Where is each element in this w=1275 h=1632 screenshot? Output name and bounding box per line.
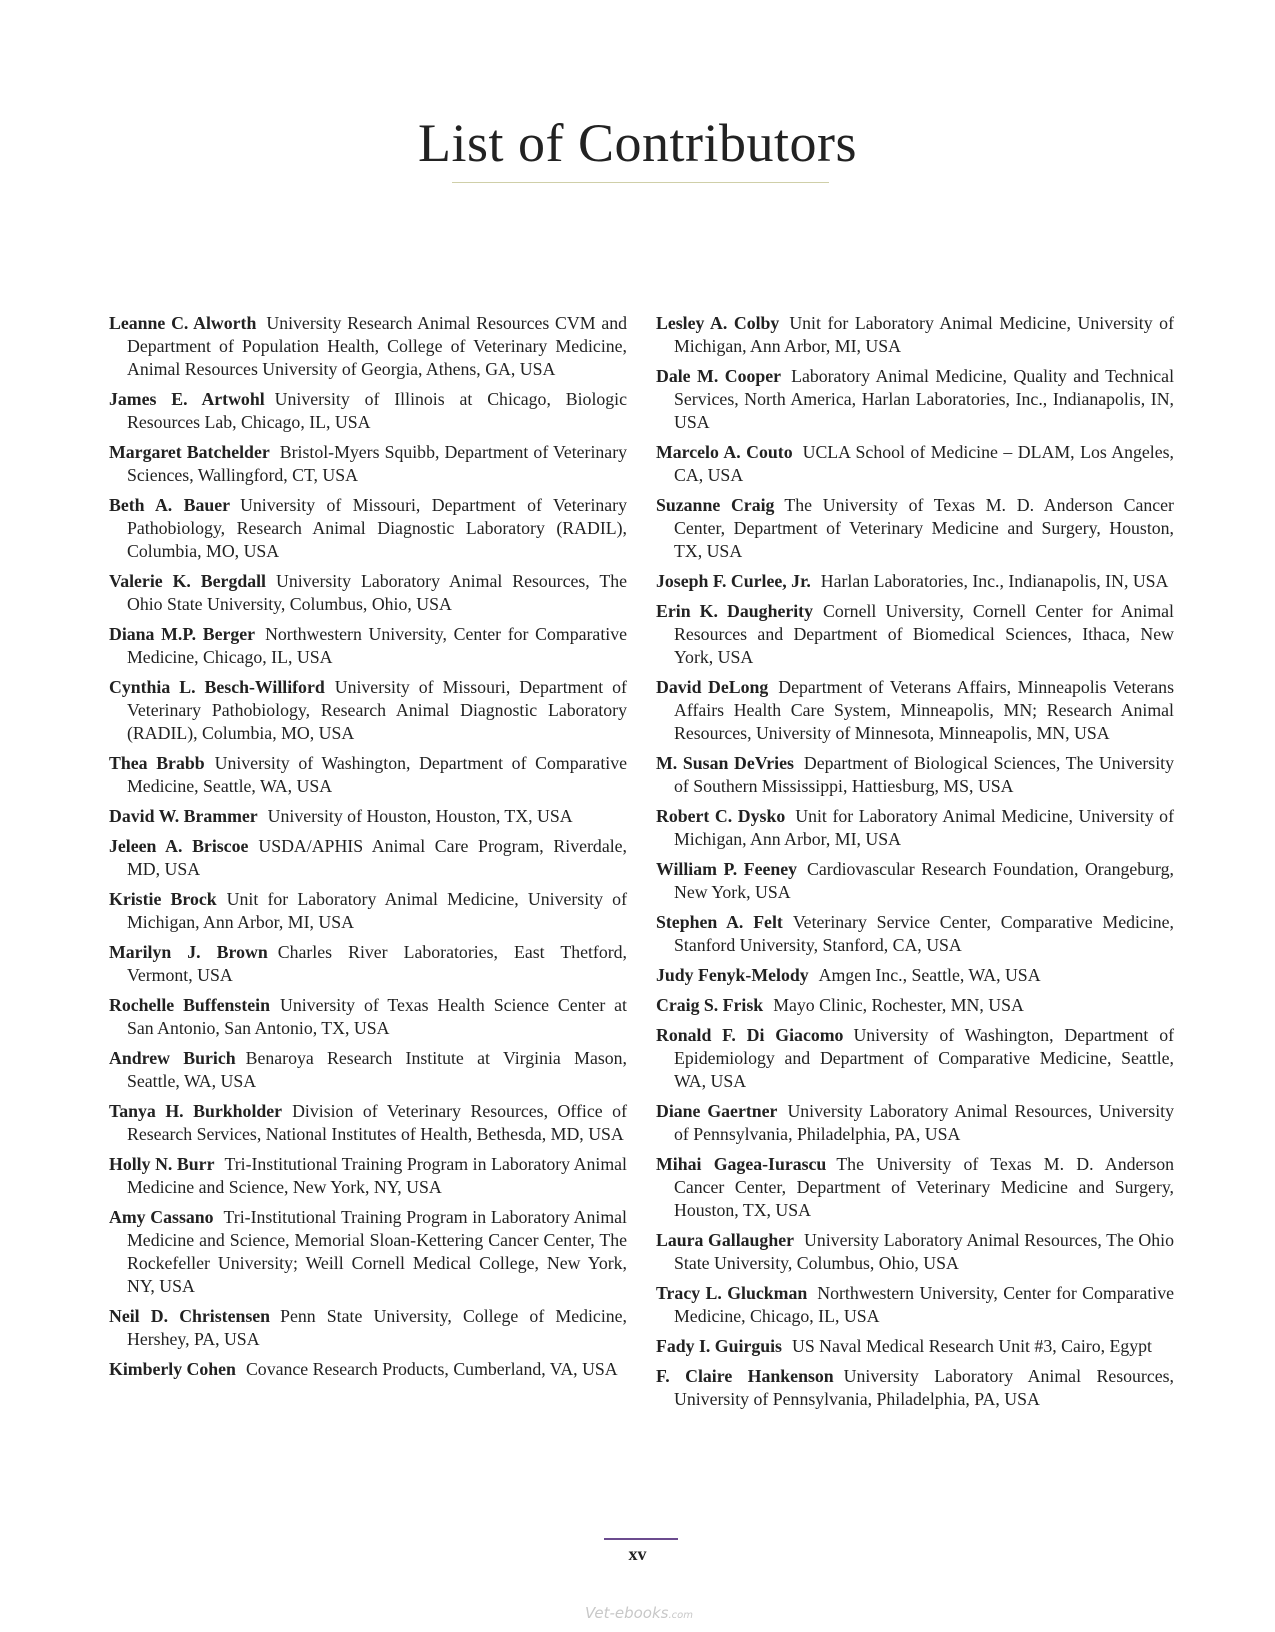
- contributor-affiliation: University of Washington, Department of Comparative Medicine, Seattle, WA, USA: [127, 753, 627, 796]
- contributor-entry: [656, 805, 1174, 851]
- contributor-entry: [109, 994, 627, 1040]
- contributor-entry: [109, 312, 627, 381]
- contributor-entry: [109, 805, 627, 828]
- contributor-name: Lesley A. Colby: [656, 313, 780, 333]
- contributor-name: Tracy L. Gluckman: [656, 1283, 808, 1303]
- contributor-entry: [109, 1305, 627, 1351]
- contributor-name: Rochelle Buffenstein: [109, 995, 270, 1015]
- contributor-affiliation: University Laboratory Animal Resources, University of Pennsylvania, Philadelphia, PA, USA: [674, 1366, 1174, 1409]
- contributor-entry: [109, 941, 627, 987]
- contributor-name: Craig S. Frisk: [656, 995, 764, 1015]
- contributor-name: David W. Brammer: [109, 806, 258, 826]
- contributor-entry: [109, 494, 627, 563]
- contributor-affiliation: University of Illinois at Chicago, Biologic Resources Lab, Chicago, IL, USA: [127, 389, 627, 432]
- contributor-entry: [656, 312, 1174, 358]
- contributor-entry: [109, 1358, 627, 1381]
- contributor-entry: [656, 365, 1174, 434]
- contributor-affiliation: Northwestern University, Center for Comparative Medicine, Chicago, IL, USA: [127, 624, 627, 667]
- contributor-affiliation: Unit for Laboratory Animal Medicine, University of Michigan, Ann Arbor, MI, USA: [674, 806, 1174, 849]
- contributor-entry: [656, 1100, 1174, 1146]
- contributor-name: Diana M.P. Berger: [109, 624, 256, 644]
- contributor-name: Jeleen A. Briscoe: [109, 836, 249, 856]
- contributor-affiliation: Charles River Laboratories, East Thetford, Vermont, USA: [127, 942, 627, 985]
- title-divider: [452, 182, 829, 183]
- contributor-entry: [656, 1229, 1174, 1275]
- contributor-name: Ronald F. Di Giacomo: [656, 1025, 844, 1045]
- watermark-suffix: .com: [668, 1610, 694, 1621]
- contributor-affiliation: Unit for Laboratory Animal Medicine, University of Michigan, Ann Arbor, MI, USA: [674, 313, 1174, 356]
- contributor-entry: [109, 752, 627, 798]
- contributor-entry: [656, 441, 1174, 487]
- contributor-name: Thea Brabb: [109, 753, 205, 773]
- contributor-entry: [109, 1206, 627, 1298]
- contributor-entry: [109, 1047, 627, 1093]
- footer-divider: [604, 1538, 678, 1540]
- contributor-affiliation: Unit for Laboratory Animal Medicine, University of Michigan, Ann Arbor, MI, USA: [127, 889, 627, 932]
- contributor-affiliation: Harlan Laboratories, Inc., Indianapolis, IN, USA: [820, 571, 1169, 591]
- contributor-entry: [656, 1024, 1174, 1093]
- contributor-entry: [109, 676, 627, 745]
- contributors-left-column: [109, 312, 627, 1388]
- contributor-entry: [656, 1365, 1174, 1411]
- contributor-entry: [109, 570, 627, 616]
- contributor-entry: [109, 1100, 627, 1146]
- contributor-affiliation: UCLA School of Medicine – DLAM, Los Angeles, CA, USA: [674, 442, 1174, 485]
- contributor-affiliation: Covance Research Products, Cumberland, VA, USA: [245, 1359, 618, 1379]
- contributor-name: Diane Gaertner: [656, 1101, 778, 1121]
- contributor-name: David DeLong: [656, 677, 769, 697]
- contributor-name: Stephen A. Felt: [656, 912, 783, 932]
- contributor-entry: [109, 835, 627, 881]
- contributor-name: Joseph F. Curlee, Jr.: [656, 571, 811, 591]
- contributor-affiliation: University of Texas Health Science Center at San Antonio, San Antonio, TX, USA: [127, 995, 627, 1038]
- contributor-name: Dale M. Cooper: [656, 366, 782, 386]
- contributor-affiliation: Cardiovascular Research Foundation, Orangeburg, New York, USA: [674, 859, 1174, 902]
- contributor-affiliation: The University of Texas M. D. Anderson Cancer Center, Department of Veterinary Medicine and Surgery, Houston, TX, USA: [674, 495, 1174, 561]
- contributor-name: F. Claire Hankenson: [656, 1366, 834, 1386]
- contributor-name: Robert C. Dysko: [656, 806, 786, 826]
- contributor-affiliation: Division of Veterinary Resources, Office of Research Services, National Institutes of Health, Bethesda, MD, USA: [127, 1101, 627, 1144]
- contributor-entry: [656, 858, 1174, 904]
- contributor-affiliation: Tri-Institutional Training Program in Laboratory Animal Medicine and Science, Memorial Sloan-Kettering Cancer Center, The Rockefeller University; Weill Cornell Medical College, New York, NY, USA: [127, 1207, 627, 1296]
- contributor-name: Margaret Batchelder: [109, 442, 270, 462]
- contributor-name: Suzanne Craig: [656, 495, 775, 515]
- contributor-entry: [109, 623, 627, 669]
- contributor-name: William P. Feeney: [656, 859, 798, 879]
- contributor-name: Holly N. Burr: [109, 1154, 215, 1174]
- page-number: xv: [628, 1544, 647, 1564]
- contributor-name: Amy Cassano: [109, 1207, 214, 1227]
- contributor-entry: [656, 1335, 1174, 1358]
- contributor-entry: [656, 911, 1174, 957]
- watermark-logo: [574, 1604, 704, 1626]
- contributor-entry: [656, 494, 1174, 563]
- contributor-affiliation: University Laboratory Animal Resources, The Ohio State University, Columbus, Ohio, USA: [674, 1230, 1174, 1273]
- contributors-right-column: [656, 312, 1174, 1418]
- contributor-name: M. Susan DeVries: [656, 753, 794, 773]
- contributor-name: Cynthia L. Besch-Williford: [109, 677, 325, 697]
- contributor-affiliation: The University of Texas M. D. Anderson Cancer Center, Department of Veterinary Medicine and Surgery, Houston, TX, USA: [674, 1154, 1174, 1220]
- contributor-affiliation: Department of Veterans Affairs, Minneapolis Veterans Affairs Health Care System, Minneapolis, MN; Research Animal Resources, University of Minnesota, Minneapolis, MN, USA: [674, 677, 1174, 743]
- contributor-name: Fady I. Guirguis: [656, 1336, 782, 1356]
- contributor-entry: [109, 441, 627, 487]
- contributor-entry: [656, 964, 1174, 987]
- contributor-affiliation: Tri-Institutional Training Program in Laboratory Animal Medicine and Science, New York, NY, USA: [127, 1154, 628, 1197]
- contributor-name: Tanya H. Burkholder: [109, 1101, 283, 1121]
- page-title: List of Contributors: [418, 113, 857, 173]
- contributor-entry: [656, 1282, 1174, 1328]
- contributor-affiliation: Bristol-Myers Squibb, Department of Veterinary Sciences, Wallingford, CT, USA: [127, 442, 628, 485]
- contributor-affiliation: Amgen Inc., Seattle, WA, USA: [818, 965, 1041, 985]
- contributor-name: James E. Artwohl: [109, 389, 265, 409]
- contributor-affiliation: University of Missouri, Department of Veterinary Pathobiology, Research Animal Diagnostic Laboratory (RADIL), Columbia, MO, USA: [127, 677, 627, 743]
- contributor-entry: [656, 994, 1174, 1017]
- contributor-entry: [656, 570, 1174, 593]
- contributor-name: Andrew Burich: [109, 1048, 236, 1068]
- contributor-entry: [109, 888, 627, 934]
- contributor-name: Kristie Brock: [109, 889, 217, 909]
- contributor-affiliation: University of Missouri, Department of Veterinary Pathobiology, Research Animal Diagnostic Laboratory (RADIL), Columbia, MO, USA: [127, 495, 627, 561]
- contributor-affiliation: Northwestern University, Center for Comparative Medicine, Chicago, IL, USA: [674, 1283, 1174, 1326]
- contributor-affiliation: University Laboratory Animal Resources, University of Pennsylvania, Philadelphia, PA, USA: [674, 1101, 1174, 1144]
- contributor-name: Erin K. Daugherity: [656, 601, 813, 621]
- contributor-affiliation: Penn State University, College of Medicine, Hershey, PA, USA: [127, 1306, 627, 1349]
- contributor-name: Kimberly Cohen: [109, 1359, 236, 1379]
- contributor-affiliation: Veterinary Service Center, Comparative Medicine, Stanford University, Stanford, CA, USA: [674, 912, 1174, 955]
- contributor-affiliation: University Laboratory Animal Resources, The Ohio State University, Columbus, Ohio, USA: [127, 571, 627, 614]
- contributor-entry: [656, 752, 1174, 798]
- contributor-affiliation: Mayo Clinic, Rochester, MN, USA: [773, 995, 1024, 1015]
- contributor-entry: [656, 1153, 1174, 1222]
- contributor-name: Laura Gallaugher: [656, 1230, 794, 1250]
- contributor-entry: [109, 388, 627, 434]
- contributor-entry: [656, 676, 1174, 745]
- watermark-main: Vet-ebooks: [584, 1604, 669, 1622]
- contributor-affiliation: Cornell University, Cornell Center for Animal Resources and Department of Biomedical Sciences, Ithaca, New York, USA: [674, 601, 1174, 667]
- contributor-affiliation: USDA/APHIS Animal Care Program, Riverdale, MD, USA: [127, 836, 627, 879]
- contributor-name: Mihai Gagea-Iurascu: [656, 1154, 827, 1174]
- contributor-affiliation: Department of Biological Sciences, The University of Southern Mississippi, Hattiesburg, MS, USA: [674, 753, 1175, 796]
- contributor-name: Beth A. Bauer: [109, 495, 231, 515]
- contributor-name: Marcelo A. Couto: [656, 442, 793, 462]
- contributor-affiliation: University Research Animal Resources CVM and Department of Population Health, College of Veterinary Medicine, Animal Resources University of Georgia, Athens, GA, USA: [127, 313, 627, 379]
- contributor-name: Judy Fenyk-Melody: [656, 965, 809, 985]
- contributor-name: Marilyn J. Brown: [109, 942, 268, 962]
- contributor-affiliation: US Naval Medical Research Unit #3, Cairo, Egypt: [791, 1336, 1152, 1356]
- contributor-entry: [656, 600, 1174, 669]
- contributor-name: Neil D. Christensen: [109, 1306, 271, 1326]
- contributor-affiliation: University of Houston, Houston, TX, USA: [267, 806, 573, 826]
- contributor-affiliation: University of Washington, Department of Epidemiology and Department of Comparative Medicine, Seattle, WA, USA: [674, 1025, 1175, 1091]
- contributor-name: Valerie K. Bergdall: [109, 571, 266, 591]
- contributor-entry: [109, 1153, 627, 1199]
- contributor-affiliation: Benaroya Research Institute at Virginia Mason, Seattle, WA, USA: [127, 1048, 627, 1091]
- contributor-name: Leanne C. Alworth: [109, 313, 257, 333]
- contributor-affiliation: Laboratory Animal Medicine, Quality and Technical Services, North America, Harlan Laboratories, Inc., Indianapolis, IN, USA: [674, 366, 1175, 432]
